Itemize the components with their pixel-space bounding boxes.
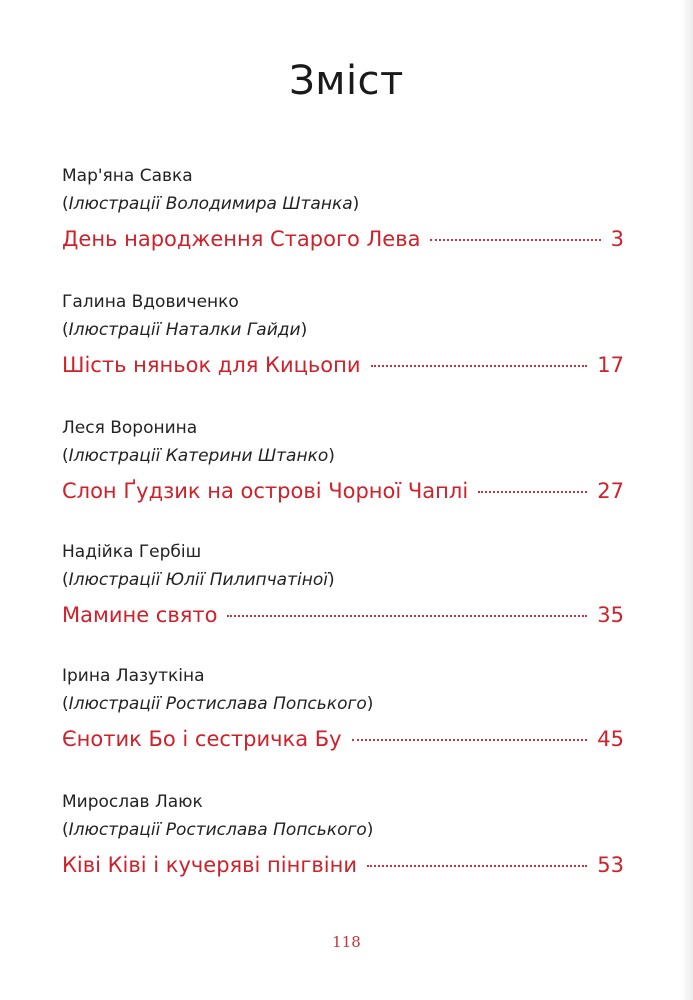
entry-author: Галина Вдовиченко [62, 292, 239, 312]
entry-illustrator: (Ілюстрації Ростислава Попського) [62, 694, 374, 714]
story-title: Єнотик Бо і сестричка Бу [62, 727, 342, 751]
entry-illustrator: (Ілюстрації Катерини Штанко) [62, 446, 335, 466]
story-link[interactable] [62, 476, 624, 506]
story-title: Мамине свято [62, 603, 218, 627]
entry-illustrator-text: Ілюстрації Ростислава Попського [68, 820, 367, 840]
dot-leader [371, 365, 588, 367]
entry-illustrator-text: Ілюстрації Юлії Пилипчатіної [68, 570, 328, 590]
story-link[interactable] [62, 724, 624, 754]
story-page-number: 35 [597, 603, 624, 627]
story-link[interactable] [62, 850, 624, 880]
page-number: 118 [332, 933, 361, 951]
entry-illustrator: (Ілюстрації Юлії Пилипчатіної) [62, 570, 335, 590]
page-title: Зміст [289, 58, 404, 104]
toc-entry [62, 792, 624, 880]
toc-entry [62, 666, 624, 754]
dot-leader [352, 739, 588, 741]
entry-illustrator-text: Ілюстрації Катерини Штанко [68, 446, 329, 466]
dot-leader [478, 491, 587, 493]
entry-illustrator: (Ілюстрації Наталки Гайди) [62, 320, 308, 340]
entry-illustrator: (Ілюстрації Володимира Штанка) [62, 194, 360, 214]
story-title: Шість няньок для Кицьопи [62, 353, 361, 377]
page-edge-shadow [681, 0, 693, 1000]
entry-author: Надійка Гербіш [62, 542, 202, 562]
toc-entry [62, 166, 624, 254]
story-title: Ківі Ківі і кучеряві пінгвіни [62, 853, 357, 877]
story-page-number: 53 [597, 853, 624, 877]
story-link[interactable] [62, 600, 624, 630]
story-link[interactable] [62, 350, 624, 380]
entry-illustrator-text: Ілюстрації Володимира Штанка [68, 194, 353, 214]
story-title: День народження Старого Лева [62, 227, 421, 251]
entry-illustrator-text: Ілюстрації Наталки Гайди [68, 320, 301, 340]
dot-leader [367, 865, 587, 867]
entry-illustrator: (Ілюстрації Ростислава Попського) [62, 820, 374, 840]
story-link[interactable] [62, 224, 624, 254]
story-page-number: 45 [597, 727, 624, 751]
toc-entry [62, 418, 624, 506]
entry-author: Мар'яна Савка [62, 166, 193, 186]
entry-illustrator-text: Ілюстрації Ростислава Попського [68, 694, 367, 714]
toc-entry [62, 542, 624, 630]
story-page-number: 3 [610, 227, 624, 251]
entry-author: Мирослав Лаюк [62, 792, 203, 812]
entry-author: Леся Воронина [62, 418, 198, 438]
story-page-number: 17 [597, 353, 624, 377]
entry-author: Ірина Лазуткіна [62, 666, 205, 686]
dot-leader [227, 615, 587, 617]
story-page-number: 27 [597, 479, 624, 503]
dot-leader [430, 239, 600, 241]
toc-entry [62, 292, 624, 380]
story-title: Слон Ґудзик на острові Чорної Чаплі [62, 479, 469, 503]
